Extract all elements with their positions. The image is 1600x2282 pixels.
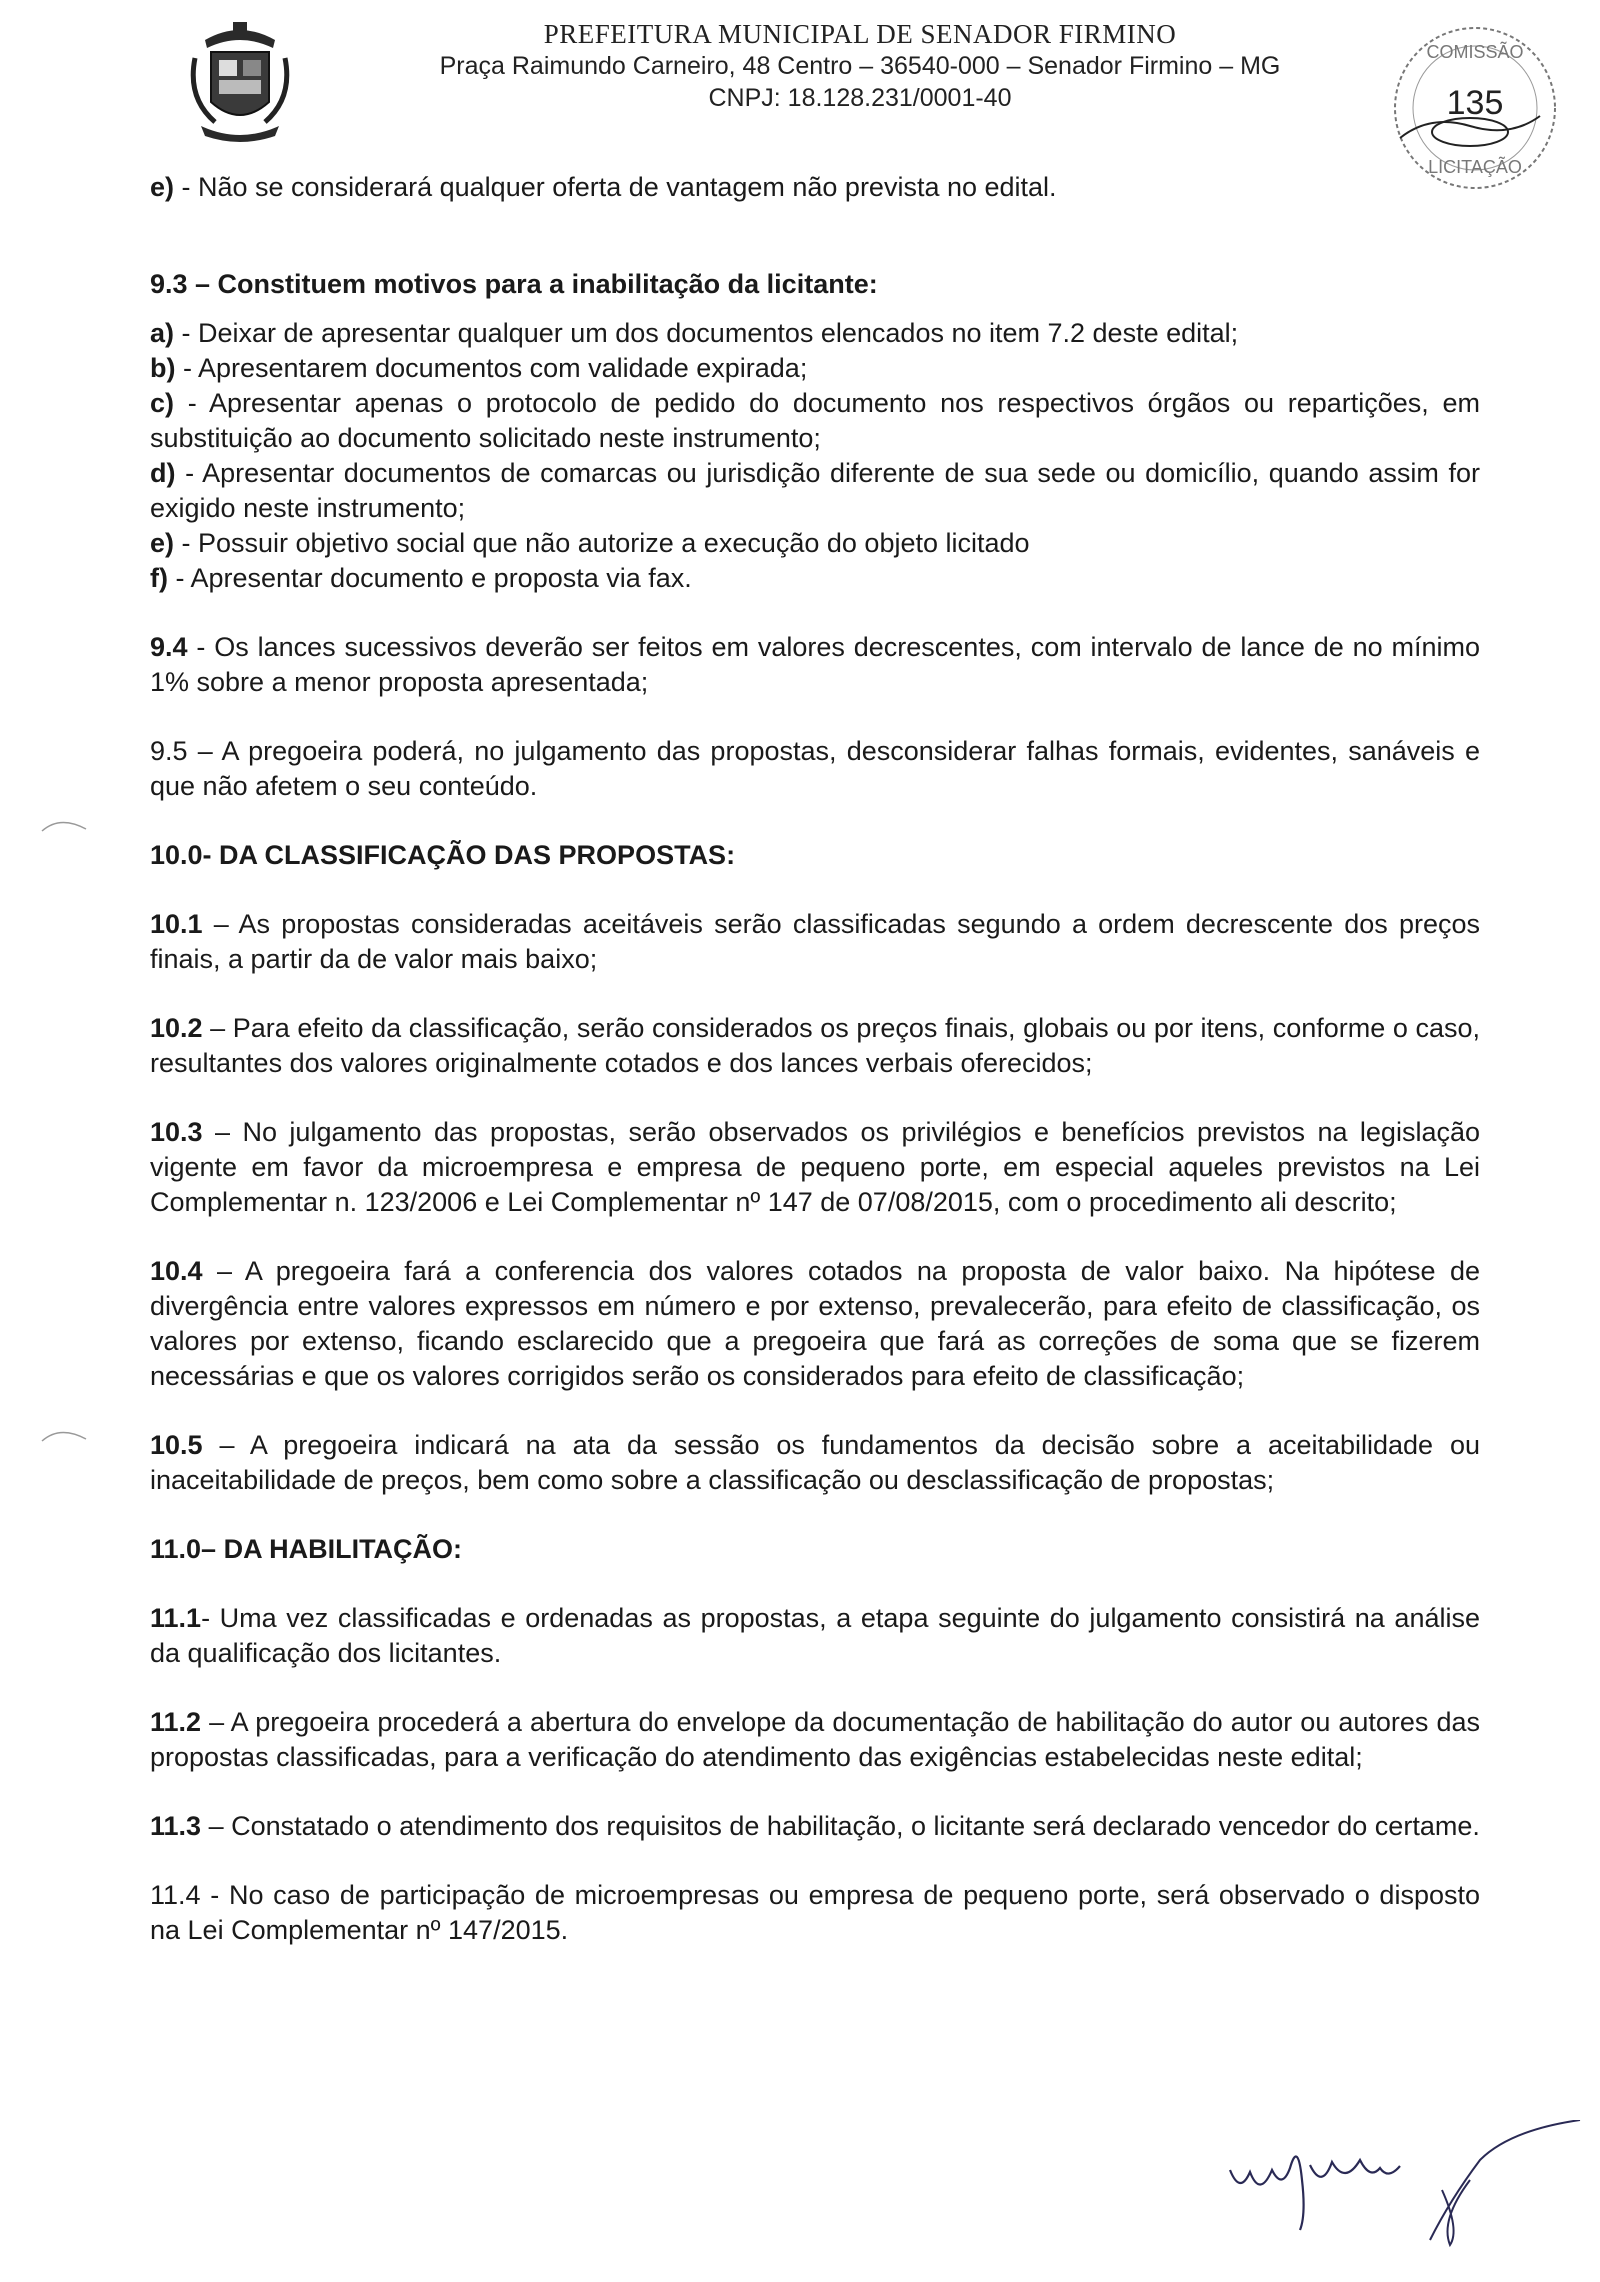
municipal-crest-logo — [185, 18, 295, 146]
list-item-d: d) - Apresentar documentos de comarcas ou jurisdição diferente de sua sede ou domicílio, quando assim for exigido neste instrumento; — [150, 458, 1480, 523]
list-item-a: a) - Deixar de apresentar qualquer um dos documentos elencados no item 7.2 deste edital; — [150, 318, 1239, 348]
section-10-3: 10.3 – No julgamento das propostas, serão observados os privilégios e benefícios previstos na legislação vigente em favor da microempresa e empresa de pequeno porte, em especial aqueles previstos na Lei Complementar n. 123/2006 e Lei Complementar nº 147 de 07/08/2015, com o procedimento ali descrito; — [150, 1117, 1480, 1217]
section-10-5: 10.5 – A pregoeira indicará na ata da sessão os fundamentos da decisão sobre a aceitabilidade ou inaceitabilidade de preços, bem como sobre a classificação ou desclassificação de propostas; — [150, 1430, 1480, 1495]
section-11-1: 11.1- Uma vez classificadas e ordenadas as propostas, a etapa seguinte do julgamento consistirá na análise da qualificação dos licitantes. — [150, 1603, 1480, 1668]
margin-mark — [40, 1425, 90, 1445]
organization-address: Praça Raimundo Carneiro, 48 Centro – 36540-000 – Senador Firmino – MG — [439, 52, 1281, 80]
list-item-c: c) - Apresentar apenas o protocolo de pedido do documento nos respectivos órgãos ou repartições, em substituição ao documento solicitado neste instrumento; — [150, 388, 1480, 453]
list-item-f: f) - Apresentar documento e proposta via fax. — [150, 563, 692, 593]
stamp-page-number: 135 — [1446, 84, 1504, 122]
organization-name: PREFEITURA MUNICIPAL DE SENADOR FIRMINO — [543, 19, 1177, 49]
item-e-paragraph: e) - Não se considerará qualquer oferta de vantagem não prevista no edital. — [150, 172, 1057, 202]
stamp-top-text: COMISSÃO — [1426, 42, 1524, 62]
list-item-e: e) - Possuir objetivo social que não autorize a execução do objeto licitado — [150, 528, 1030, 558]
handwritten-signature — [1210, 2120, 1590, 2250]
section-11-4: 11.4 - No caso de participação de microempresas ou empresa de pequeno porte, será observado o disposto na Lei Complementar nº 147/2015. — [150, 1880, 1480, 1945]
section-10-4: 10.4 – A pregoeira fará a conferencia dos valores cotados na proposta de valor baixo. Na hipótese de divergência entre valores expressos em número e por extenso, prevalecerão, para efeito de classificação, os valores por extenso, ficando esclarecido que a pregoeira que fará as correções de soma que se fizerem necessárias e que os valores corrigidos serão os considerados para efeito de classificação; — [150, 1256, 1480, 1391]
section-9-3-title: 9.3 – Constituem motivos para a inabilitação da licitante: — [150, 269, 878, 299]
section-9-4: 9.4 - Os lances sucessivos deverão ser feitos em valores decrescentes, com intervalo de lance de no mínimo 1% sobre a menor proposta apresentada; — [150, 632, 1480, 697]
document-body — [150, 170, 1480, 1948]
section-10-2: 10.2 – Para efeito da classificação, serão considerados os preços finais, globais ou por itens, conforme o caso, resultantes dos valores originalmente cotados e dos lances verbais oferecidos; — [150, 1013, 1480, 1078]
list-item-b: b) - Apresentarem documentos com validade expirada; — [150, 353, 808, 383]
section-10-title: 10.0- DA CLASSIFICAÇÃO DAS PROPOSTAS: — [150, 840, 736, 870]
stamp-bottom-text: LICITAÇÃO — [1428, 157, 1522, 177]
section-11-2: 11.2 – A pregoeira procederá a abertura do envelope da documentação de habilitação do autor ou autores das propostas classificadas, para a verificação do atendimento das exigências estabelecidas neste edital; — [150, 1707, 1480, 1772]
margin-mark — [40, 815, 90, 835]
section-10-1: 10.1 – As propostas consideradas aceitáveis serão classificadas segundo a ordem decrescente dos preços finais, a partir da de valor mais baixo; — [150, 909, 1480, 974]
organization-cnpj: CNPJ: 18.128.231/0001-40 — [708, 84, 1012, 112]
section-11-title: 11.0– DA HABILITAÇÃO: — [150, 1534, 463, 1564]
letterhead — [380, 18, 1340, 114]
section-11-3: 11.3 – Constatado o atendimento dos requisitos de habilitação, o licitante será declarado vencedor do certame. — [150, 1811, 1480, 1841]
section-9-5: 9.5 – A pregoeira poderá, no julgamento das propostas, desconsiderar falhas formais, evidentes, sanáveis e que não afetem o seu conteúdo. — [150, 736, 1480, 801]
